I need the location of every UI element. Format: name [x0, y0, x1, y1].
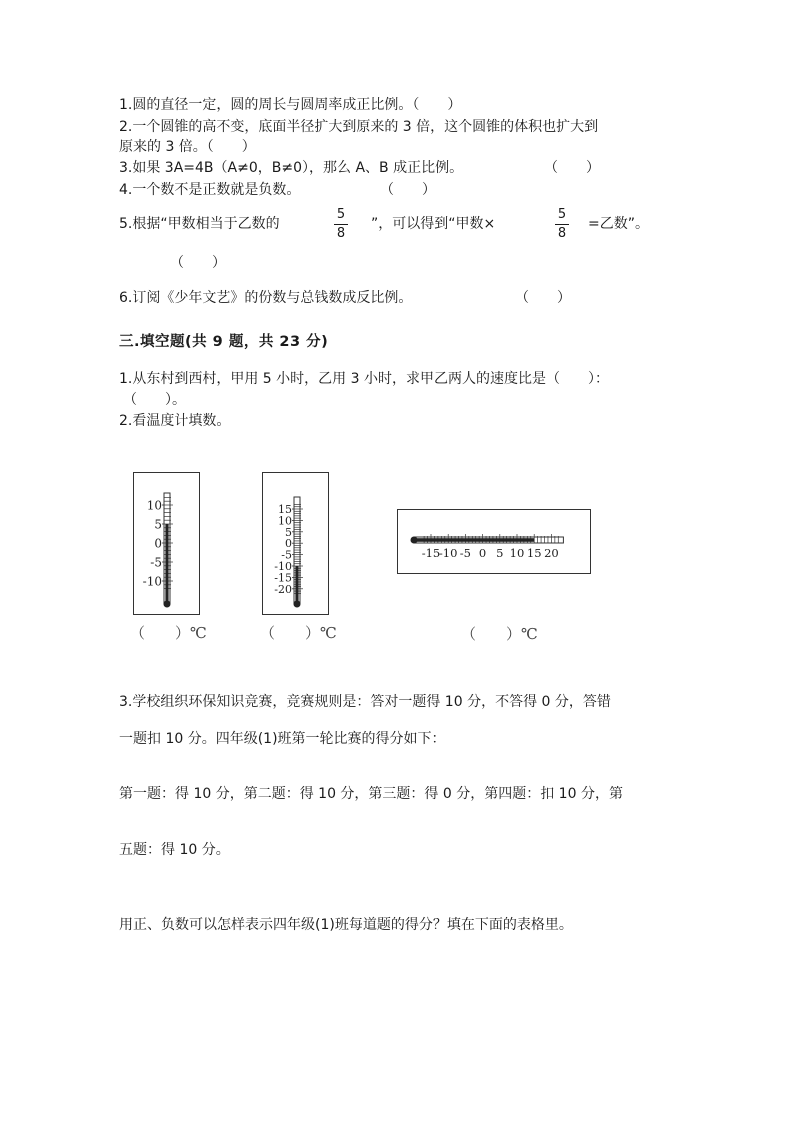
judge-q2-line1: 2.一个圆锥的高不变，底面半径扩大到原来的 3 倍，这个圆锥的体积也扩大到 — [119, 119, 599, 135]
judge-q4-answer-blank: （ ） — [380, 182, 436, 198]
thermometer-tick-label: 5 — [154, 517, 162, 532]
thermometer-tick-label: 0 — [478, 546, 487, 560]
thermometer-tick-label: -15 — [421, 546, 441, 560]
thermometer-1-frame — [133, 472, 200, 615]
judge-q4: 4.一个数不是正数就是负数。 — [119, 182, 301, 198]
thermometer-bulb — [164, 601, 171, 608]
judge-q5-answer-blank: （ ） — [170, 255, 226, 271]
fraction-bar — [334, 224, 348, 225]
thermometer-tick-label: -15 — [274, 571, 292, 585]
judge-q3-answer-blank: （ ） — [544, 160, 600, 176]
thermometer-tick-label: -5 — [150, 555, 162, 570]
thermometer-bulb — [294, 601, 301, 608]
thermometer-1-caption: （ ）℃ — [130, 624, 207, 642]
fill-q3-line5: 用正、负数可以怎样表示四年级(1)班每道题的得分？填在下面的表格里。 — [119, 917, 573, 933]
thermometer-tick-label: -10 — [438, 546, 458, 560]
judge-q5-part2: ”，可以得到“甲数× — [371, 216, 496, 232]
fill-q3-line4: 五题：得 10 分。 — [119, 842, 230, 858]
judge-q1: 1.圆的直径一定，圆的周长与圆周率成正比例。（ ） — [119, 97, 462, 113]
thermometer-mercury — [295, 566, 298, 604]
thermometer-tick-label: 5 — [285, 525, 292, 539]
thermometer-tick-label: 0 — [154, 536, 162, 551]
thermometer-bulb — [411, 537, 418, 544]
fill-q2: 2.看温度计填数。 — [119, 413, 231, 429]
fraction-numerator: 5 — [336, 207, 346, 222]
thermometer-3-frame — [397, 509, 591, 574]
fraction-denominator: 8 — [336, 226, 346, 241]
fraction-bar — [555, 224, 569, 225]
thermometer-tick-label: 10 — [146, 498, 162, 513]
thermometer-tick-label: 10 — [509, 546, 525, 560]
thermometer-tick-label: 0 — [285, 537, 292, 551]
thermometer-3 — [398, 510, 590, 573]
fill-q3-line1: 3.学校组织环保知识竞赛，竞赛规则是：答对一题得 10 分，不答得 0 分，答错 — [119, 694, 611, 710]
fill-q3-line2: 一题扣 10 分。四年级(1)班第一轮比赛的得分如下： — [119, 731, 446, 747]
thermometer-mercury — [165, 524, 168, 604]
thermometer-1 — [134, 473, 199, 614]
thermometer-tick-label: -5 — [281, 548, 292, 562]
fraction-five-eighths-2 — [554, 208, 570, 241]
thermometer-tick-label: -5 — [459, 546, 472, 560]
fraction-five-eighths-1 — [333, 208, 349, 241]
thermometer-tick-label: 10 — [278, 514, 292, 528]
judge-q5-part1: 5.根据“甲数相当于乙数的 — [119, 216, 280, 232]
thermometer-tick-label: 20 — [544, 546, 559, 560]
fraction-numerator: 5 — [557, 207, 567, 222]
thermometer-tick-label: -10 — [142, 574, 162, 589]
judge-q2-line2: 原来的 3 倍。（ ） — [119, 139, 256, 155]
thermometer-mercury — [414, 538, 534, 542]
judge-q3: 3.如果 3A=4B（A≠0，B≠0），那么 A、B 成正比例。 — [119, 160, 464, 176]
thermometer-tick-label: 15 — [278, 502, 292, 516]
thermometer-tick-label: -10 — [274, 559, 292, 573]
thermometer-2-frame — [262, 472, 329, 615]
thermometer-3-caption: （ ）℃ — [461, 625, 538, 643]
fraction-denominator: 8 — [557, 226, 567, 241]
thermometer-tick-label: 15 — [526, 546, 542, 560]
thermometer-2 — [263, 473, 328, 614]
judge-q6: 6.订阅《少年文艺》的份数与总钱数成反比例。 — [119, 290, 413, 306]
thermometer-2-caption: （ ）℃ — [260, 624, 337, 642]
fill-q1-line2: （ ）。 — [123, 392, 186, 408]
judge-q5-part3: =乙数”。 — [588, 216, 649, 232]
fill-q1-line1: 1.从东村到西村，甲用 5 小时，乙用 3 小时，求甲乙两人的速度比是（ ）： — [119, 371, 609, 387]
judge-q6-answer-blank: （ ） — [515, 290, 571, 306]
fill-q3-line3: 第一题：得 10 分，第二题：得 10 分，第三题：得 0 分，第四题：扣 10 分，第 — [119, 786, 623, 802]
thermometer-tick-label: -20 — [274, 582, 292, 596]
thermometer-tick-label: 5 — [496, 546, 504, 560]
section-heading: 三.填空题(共 9 题，共 23 分) — [119, 334, 329, 350]
